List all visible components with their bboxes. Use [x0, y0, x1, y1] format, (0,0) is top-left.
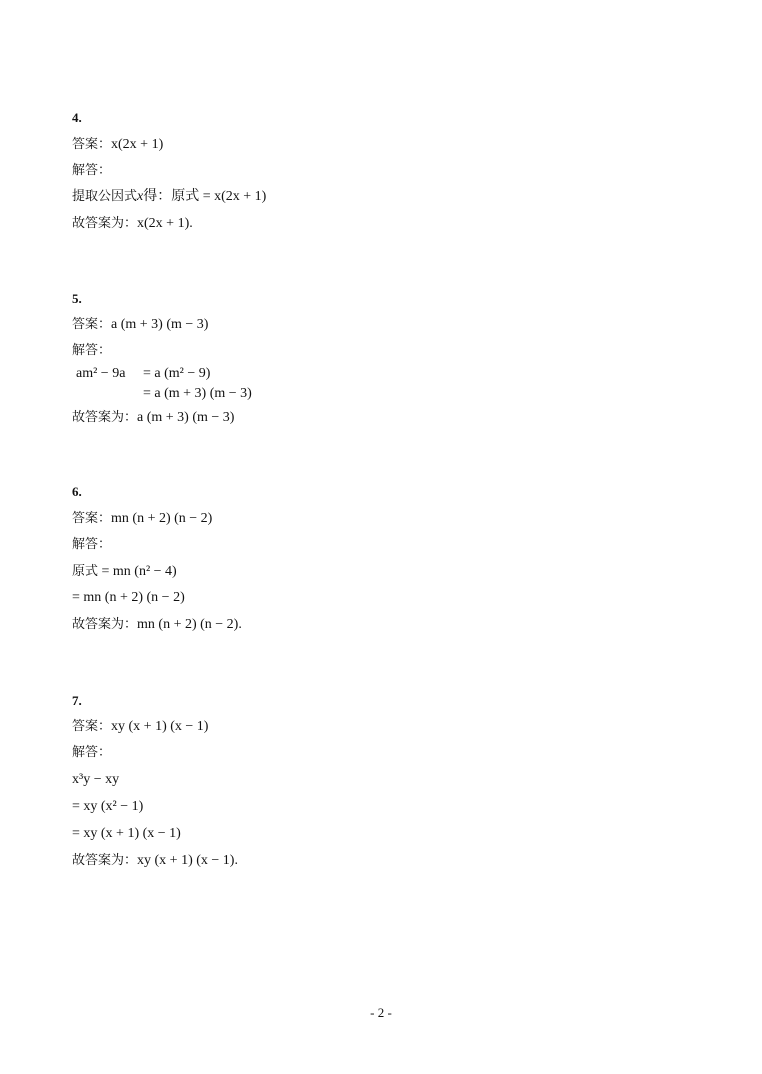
conclusion-label: 故答案为：: [72, 216, 138, 231]
answer-math: x(2x + 1): [111, 137, 164, 152]
problem-number: 5.: [72, 291, 82, 306]
conclusion-line: [72, 616, 242, 634]
conclusion-math: mn (n + 2) (n − 2).: [137, 617, 242, 632]
problem-number: 6.: [72, 484, 82, 499]
aligned-rhs: = a (m + 3) (m − 3): [143, 386, 252, 401]
step-text: 原式: [72, 564, 99, 579]
solution-step: = xy (x² − 1): [72, 799, 144, 814]
answer-line: [72, 136, 163, 154]
conclusion-math: x(2x + 1).: [137, 216, 193, 231]
answer-math: a (m + 3) (m − 3): [111, 317, 209, 332]
step-text: 得：原式 = x(2x + 1): [143, 189, 267, 204]
problem-number: 4.: [72, 110, 82, 125]
conclusion-math: xy (x + 1) (x − 1).: [137, 853, 238, 868]
answer-label: 答案：: [72, 511, 112, 526]
step-text: 提取公因式: [72, 189, 138, 204]
solution-step: x³y − xy: [72, 772, 120, 787]
conclusion-label: 故答案为：: [72, 410, 138, 425]
solution-step: = mn (n + 2) (n − 2): [72, 590, 185, 605]
page-number: - 2 -: [370, 1005, 392, 1020]
conclusion-label: 故答案为：: [72, 617, 138, 632]
solution-label: 解答：: [72, 537, 112, 552]
conclusion-label: 故答案为：: [72, 853, 138, 868]
conclusion-line: [72, 215, 193, 233]
solution-label: 解答：: [72, 163, 112, 178]
solution-step: = xy (x + 1) (x − 1): [72, 826, 181, 841]
answer-line: [72, 510, 212, 528]
solution-step: [72, 563, 177, 581]
conclusion-line: [72, 409, 234, 427]
answer-label: 答案：: [72, 137, 112, 152]
solution-label: 解答：: [72, 745, 112, 760]
answer-label: 答案：: [72, 719, 112, 734]
conclusion-math: a (m + 3) (m − 3): [137, 410, 235, 425]
answer-math: xy (x + 1) (x − 1): [111, 719, 209, 734]
step-math: x: [137, 189, 144, 204]
answer-label: 答案：: [72, 317, 112, 332]
solution-step: [72, 188, 266, 206]
answer-line: [72, 316, 208, 334]
answer-math: mn (n + 2) (n − 2): [111, 511, 213, 526]
step-math: = mn (n² − 4): [98, 564, 177, 579]
aligned-rhs: = a (m² − 9): [143, 366, 211, 381]
problem-number: 7.: [72, 693, 82, 708]
conclusion-line: [72, 852, 238, 870]
aligned-lhs: am² − 9a: [76, 366, 126, 381]
answer-line: [72, 718, 208, 736]
solution-label: 解答：: [72, 343, 112, 358]
